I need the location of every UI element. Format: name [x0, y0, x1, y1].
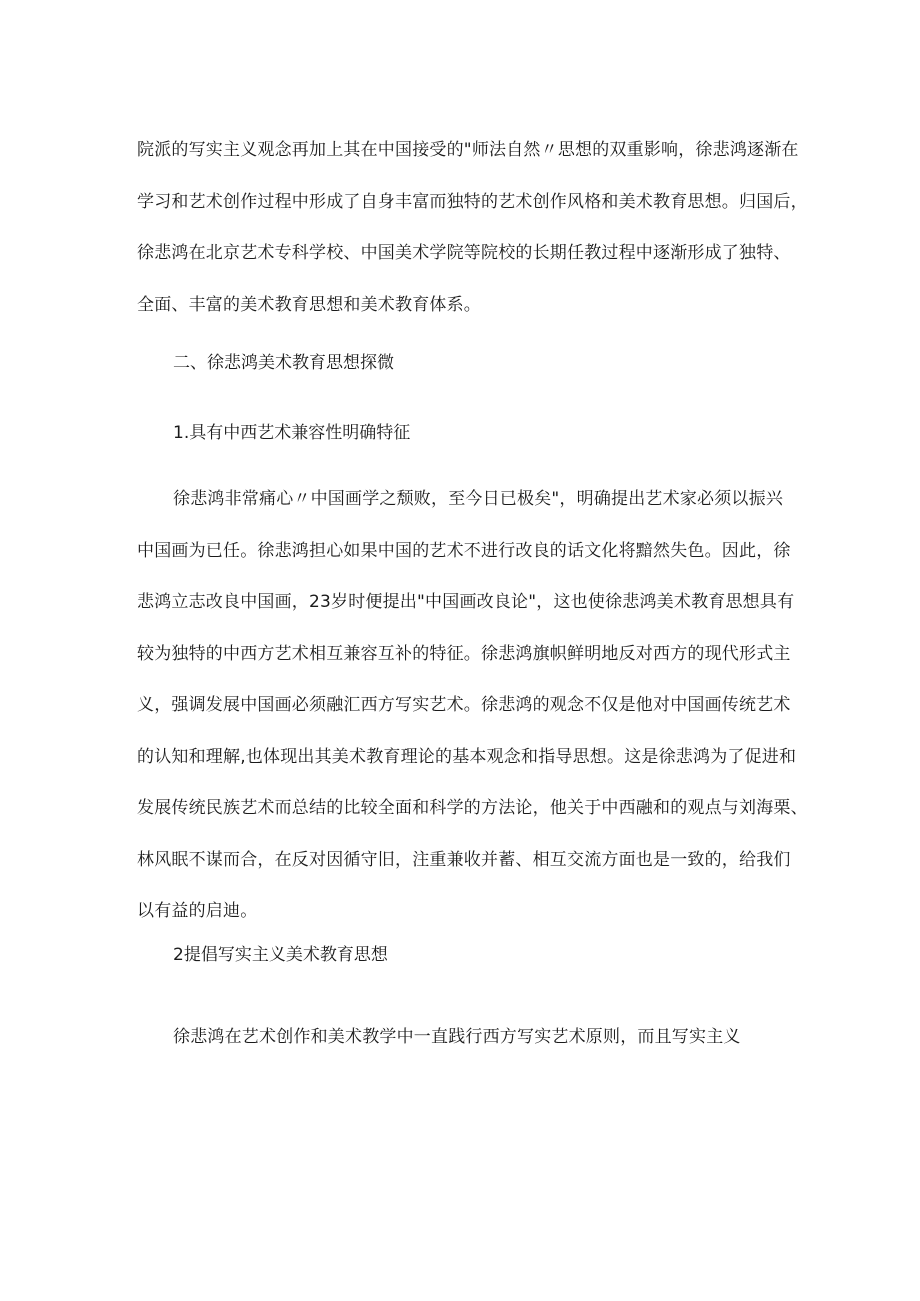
paragraph-3: [137, 1012, 787, 1064]
paragraph-2-line: 以有益的启迪。: [137, 901, 258, 921]
section-heading: 二、徐悲鸿美术教育思想探微: [173, 353, 394, 373]
paragraph-2-line: 发展传统民族艺术而总结的比较全面和科学的方法论，他关于中西融和的观点与刘海栗、: [137, 798, 808, 818]
paragraph-2-line: 中国画为已任。徐悲鸿担心如果中国的艺术不进行改良的话文化将黯然失色。因此，徐: [137, 540, 791, 561]
paragraph-2-line: 悲鸿立志改良中国画，23岁时便提出"中国画改良论"，这也使徐悲鸿美术教育思想具有: [137, 592, 795, 612]
paragraph-1-line: 学习和艺术创作过程中形成了自身丰富而独特的艺术创作风格和美术教育思想。归国后，: [137, 191, 808, 212]
paragraph-1-line: 院派的写实主义观念再加上其在中国接受的"师法自然〃思想的双重影响，徐悲鸿逐渐在: [137, 140, 799, 160]
paragraph-2-line: 的认知和理解,也体现出其美术教育理论的基本观念和指导思想。这是徐悲鸿为了促进和: [137, 746, 797, 767]
paragraph-3-line: 徐悲鸿在艺术创作和美术教学中一直践行西方写实艺术原则，而且写实主义: [173, 1027, 741, 1047]
paragraph-1-line: 徐悲鸿在北京艺术专科学校、中国美术学院等院校的长期任教过程中逐渐形成了独特、: [137, 243, 791, 263]
paragraph-2-line: 林风眠不谋而合，在反对因循守旧，注重兼收并蓄、相互交流方面也是一致的，给我们: [137, 849, 791, 870]
subheading-1: 1.具有中西艺术兼容性明确特征: [173, 423, 411, 443]
paragraph-2-line: 义，强调发展中国画必须融汇西方写实艺术。徐悲鸿的观念不仅是他对中国画传统艺术: [137, 695, 791, 715]
subheading-2: 2提倡写实主义美术教育思想: [173, 945, 388, 965]
paragraph-2-line: 徐悲鸿非常痛心〃中国画学之颓败，至今日已极矣"，明确提出艺术家必须以振兴: [173, 489, 784, 509]
paragraph-2-line: 较为独特的中西方艺术相互兼容互补的特征。徐悲鸿旗帜鲜明地反对西方的现代形式主: [137, 643, 791, 664]
paragraph-1: [137, 125, 808, 331]
paragraph-1-line: 全面、丰富的美术教育思想和美术教育体系。: [137, 294, 481, 315]
paragraph-2: [137, 474, 808, 938]
